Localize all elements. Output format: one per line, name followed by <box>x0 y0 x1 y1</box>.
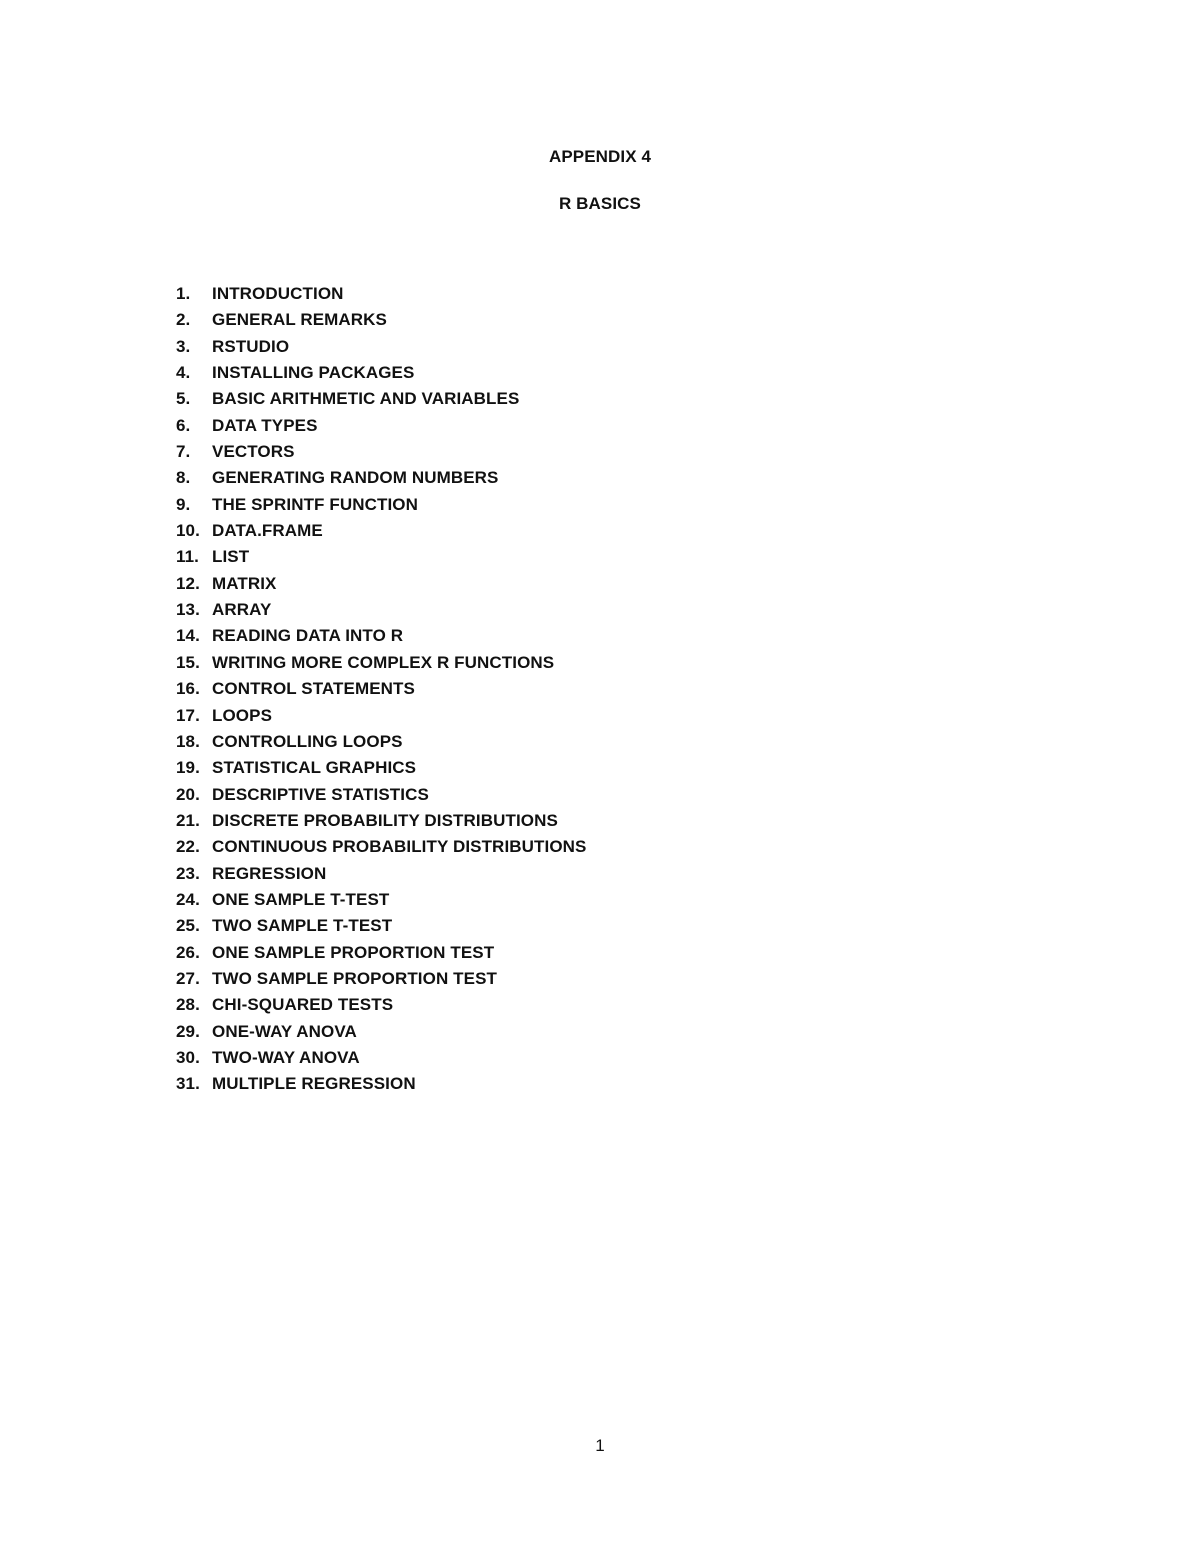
toc-item <box>176 574 876 600</box>
toc-item <box>176 495 876 521</box>
toc-item-number: 17. <box>176 705 200 725</box>
toc-item-number: 23. <box>176 863 200 883</box>
toc-item-label: DISCRETE PROBABILITY DISTRIBUTIONS <box>212 810 558 830</box>
toc-item-label: BASIC ARITHMETIC AND VARIABLES <box>212 389 520 409</box>
toc-item-label: WRITING MORE COMPLEX R FUNCTIONS <box>212 652 555 672</box>
toc-item-number: 2. <box>176 310 191 330</box>
toc-item <box>176 943 876 969</box>
toc-item-number: 25. <box>176 916 200 936</box>
toc-item-number: 29. <box>176 1021 200 1041</box>
toc-item-label: MATRIX <box>212 573 277 593</box>
toc-item <box>176 521 876 547</box>
toc-item <box>176 416 876 442</box>
toc-item <box>176 284 876 310</box>
toc-item-label: ONE SAMPLE T-TEST <box>212 889 390 909</box>
toc-item-number: 20. <box>176 784 200 804</box>
toc-item <box>176 758 876 784</box>
toc-item-number: 5. <box>176 389 191 409</box>
toc-item <box>176 468 876 494</box>
toc-item-number: 21. <box>176 810 200 830</box>
toc-item <box>176 600 876 626</box>
toc-item <box>176 1048 876 1074</box>
toc-item <box>176 389 876 415</box>
toc-item <box>176 626 876 652</box>
toc-item <box>176 547 876 573</box>
toc-item-number: 3. <box>176 336 191 356</box>
toc-item-label: REGRESSION <box>212 863 327 883</box>
toc-item <box>176 337 876 363</box>
toc-item-number: 7. <box>176 442 191 462</box>
document-subtitle: R BASICS <box>558 194 642 213</box>
toc-item-number: 27. <box>176 968 200 988</box>
toc-item-number: 10. <box>176 521 200 541</box>
toc-item <box>176 837 876 863</box>
toc-item-number: 28. <box>176 995 200 1015</box>
toc-item-label: CONTROL STATEMENTS <box>212 679 415 699</box>
toc-item-label: TWO SAMPLE T-TEST <box>212 916 393 936</box>
toc-item-number: 18. <box>176 731 200 751</box>
toc-item <box>176 653 876 679</box>
toc-item-number: 13. <box>176 600 200 620</box>
toc-item-label: LIST <box>212 547 250 567</box>
appendix-title: APPENDIX 4 <box>548 147 652 166</box>
toc-item <box>176 864 876 890</box>
toc-item-label: LOOPS <box>212 705 273 725</box>
toc-item <box>176 811 876 837</box>
toc-item-number: 24. <box>176 889 200 909</box>
toc-item-number: 16. <box>176 679 200 699</box>
toc-item <box>176 706 876 732</box>
table-of-contents <box>176 284 876 1101</box>
toc-item-label: CONTROLLING LOOPS <box>212 731 403 751</box>
toc-item-label: ONE-WAY ANOVA <box>212 1021 357 1041</box>
toc-item <box>176 1074 876 1100</box>
toc-item <box>176 732 876 758</box>
toc-item-label: READING DATA INTO R <box>212 626 404 646</box>
toc-item-number: 1. <box>176 284 191 303</box>
toc-item <box>176 310 876 336</box>
toc-item-label: TWO-WAY ANOVA <box>212 1047 360 1067</box>
toc-item-number: 19. <box>176 758 200 778</box>
toc-item-label: VECTORS <box>212 442 295 462</box>
toc-item-number: 8. <box>176 468 191 488</box>
toc-item-label: RSTUDIO <box>212 336 290 356</box>
toc-item <box>176 442 876 468</box>
toc-item <box>176 1022 876 1048</box>
toc-item <box>176 969 876 995</box>
toc-item-label: CHI-SQUARED TESTS <box>212 995 394 1015</box>
toc-item-number: 14. <box>176 626 200 646</box>
toc-item <box>176 679 876 705</box>
toc-item-label: INSTALLING PACKAGES <box>212 363 415 383</box>
toc-item <box>176 785 876 811</box>
toc-item <box>176 363 876 389</box>
toc-item-number: 26. <box>176 942 200 962</box>
toc-item <box>176 995 876 1021</box>
toc-item-number: 9. <box>176 494 191 514</box>
toc-item <box>176 916 876 942</box>
toc-item-label: ONE SAMPLE PROPORTION TEST <box>212 942 495 962</box>
page-number: 1 <box>595 1436 605 1455</box>
toc-item-label: STATISTICAL GRAPHICS <box>212 758 417 778</box>
toc-item-label: THE SPRINTF FUNCTION <box>212 494 418 514</box>
toc-item-label: MULTIPLE REGRESSION <box>212 1074 416 1094</box>
toc-item-number: 4. <box>176 363 191 383</box>
toc-item-number: 6. <box>176 415 191 435</box>
toc-item-label: GENERAL REMARKS <box>212 310 387 330</box>
toc-item-number: 22. <box>176 837 200 857</box>
toc-item-number: 12. <box>176 573 200 593</box>
toc-item-label: CONTINUOUS PROBABILITY DISTRIBUTIONS <box>212 837 587 857</box>
toc-item-number: 31. <box>176 1074 200 1094</box>
toc-item-label: GENERATING RANDOM NUMBERS <box>212 468 499 488</box>
toc-item-number: 15. <box>176 652 200 672</box>
toc-item-number: 11. <box>176 547 199 567</box>
toc-item-number: 30. <box>176 1047 200 1067</box>
toc-item-label: DATA TYPES <box>212 415 318 435</box>
toc-item-label: TWO SAMPLE PROPORTION TEST <box>212 968 497 988</box>
toc-item <box>176 890 876 916</box>
toc-item-label: ARRAY <box>212 600 272 620</box>
toc-item-label: DATA.FRAME <box>212 521 323 541</box>
toc-item-label: INTRODUCTION <box>212 284 344 303</box>
toc-item-label: DESCRIPTIVE STATISTICS <box>212 784 429 804</box>
